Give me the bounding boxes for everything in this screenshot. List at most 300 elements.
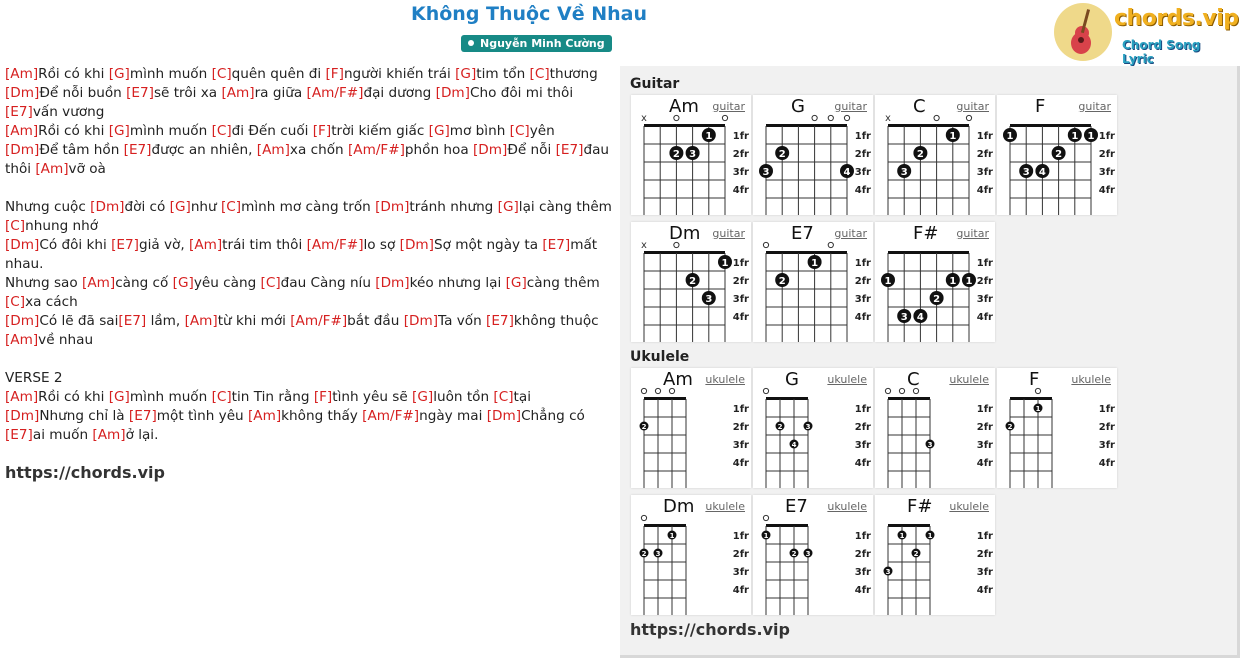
chord-tag-am-fsharp[interactable]: [Am/F#] — [347, 142, 405, 158]
lyric-line — [5, 84, 615, 122]
fret-label: 2fr — [732, 549, 749, 560]
lyric-line — [5, 274, 615, 312]
svg-text:3: 3 — [762, 167, 770, 178]
chord-tag-g[interactable]: [G] — [412, 389, 434, 405]
chord-tag-g[interactable]: [G] — [172, 275, 194, 291]
chord-tag-g[interactable]: [G] — [108, 389, 130, 405]
lyric-text: Rồi có khi — [38, 389, 109, 405]
ukulele-chord-fsharp[interactable] — [875, 495, 995, 615]
svg-text:x: x — [641, 113, 647, 124]
ukulele-link[interactable]: ukulele — [705, 500, 745, 513]
site-logo[interactable] — [1054, 3, 1239, 66]
chord-tag-c[interactable]: [C] — [5, 294, 26, 310]
lyric-line — [5, 369, 615, 388]
lyric-text: mất nhau. — [5, 237, 598, 272]
chord-tag-dm[interactable]: [Dm] — [473, 142, 508, 158]
fret-label: 1fr — [976, 531, 993, 542]
chord-tag-c[interactable]: [C] — [211, 389, 232, 405]
fret-label: 1fr — [732, 131, 749, 142]
chord-tag-g[interactable]: [G] — [108, 66, 130, 82]
svg-text:2: 2 — [689, 276, 697, 287]
fret-label: 1fr — [732, 404, 749, 415]
lyric-text: về nhau — [38, 332, 94, 348]
chord-tag-dm[interactable]: [Dm] — [403, 313, 439, 329]
chord-tag-am[interactable]: [Am] — [92, 427, 126, 443]
chord-tag-am[interactable]: [Am] — [5, 66, 39, 82]
lyric-text: bắt đầu — [347, 313, 404, 329]
ukulele-chord-f[interactable] — [997, 368, 1117, 488]
fret-label: 3fr — [732, 167, 749, 178]
chord-tag-am[interactable]: [Am] — [184, 313, 218, 329]
panel-site-url[interactable]: https://chords.vip — [630, 620, 790, 639]
lyric-text: Cho đôi mi thôi — [469, 85, 574, 101]
svg-text:1: 1 — [965, 276, 973, 287]
ukulele-chord-dm[interactable] — [631, 495, 751, 615]
fret-label: 3fr — [854, 294, 871, 305]
svg-text:4: 4 — [1038, 167, 1046, 178]
lyric-text: đại dương — [363, 85, 436, 101]
ukulele-chord-am[interactable] — [631, 368, 751, 488]
chord-tag-c[interactable]: [C] — [5, 218, 26, 234]
guitar-link[interactable]: guitar — [956, 227, 989, 240]
lyric-text: giả vờ, — [138, 237, 190, 253]
lyric-line — [5, 141, 615, 179]
lyric-text: luôn tồn — [433, 389, 494, 405]
lyric-text: đau thôi — [5, 142, 610, 177]
user-icon — [468, 40, 474, 46]
fret-label: 1fr — [1098, 404, 1115, 415]
chord-tag-dm[interactable]: [Dm] — [399, 237, 434, 253]
lyric-text: Ta vốn — [438, 313, 487, 329]
chord-name: E7 — [791, 223, 814, 244]
fret-label: 2fr — [732, 276, 749, 287]
svg-text:1: 1 — [1071, 131, 1079, 142]
lyric-text: Để nỗi buồn — [39, 85, 127, 101]
lyric-text: Nhưng sao — [5, 275, 83, 291]
chord-tag-dm[interactable]: [Dm] — [5, 408, 40, 424]
fret-label: 4fr — [732, 585, 749, 596]
ukulele-section-title: Ukulele — [630, 349, 690, 365]
fret-label: 2fr — [976, 549, 993, 560]
svg-text:3: 3 — [885, 568, 891, 576]
fret-label: 2fr — [1098, 422, 1115, 433]
chord-name: F — [1029, 369, 1040, 390]
fret-label: 1fr — [976, 131, 993, 142]
fret-label: 3fr — [976, 440, 993, 451]
svg-text:1: 1 — [705, 131, 713, 142]
chord-tag-e7[interactable]: [E7] — [5, 427, 33, 443]
lyric-text: Rồi có khi — [38, 66, 109, 82]
chord-name: C — [907, 369, 920, 390]
svg-text:x: x — [641, 240, 647, 251]
chord-tag-g[interactable]: [G] — [505, 275, 527, 291]
svg-text:4: 4 — [916, 312, 924, 323]
lyric-text: yên — [529, 123, 555, 139]
svg-text:1: 1 — [669, 532, 675, 540]
guitar-chord-e7[interactable] — [753, 222, 873, 342]
chord-tag-am-fsharp[interactable]: [Am/F#] — [306, 85, 364, 101]
lyric-text: vấn vương — [32, 104, 105, 120]
lyric-text: tránh nhưng — [409, 199, 498, 215]
artist-badge[interactable] — [461, 35, 612, 52]
chord-name: Dm — [663, 496, 695, 517]
svg-text:3: 3 — [805, 423, 811, 431]
lyric-text: tim tổn — [476, 66, 530, 82]
fret-label: 2fr — [732, 149, 749, 160]
svg-text:3: 3 — [900, 167, 908, 178]
fret-label: 1fr — [854, 258, 871, 269]
lyric-text: một tình yêu — [156, 408, 248, 424]
chord-tag-dm[interactable]: [Dm] — [5, 237, 40, 253]
fret-label: 4fr — [732, 458, 749, 469]
svg-text:2: 2 — [641, 550, 647, 558]
svg-text:4: 4 — [791, 441, 797, 449]
lyric-text: Có lẽ đã sai — [39, 313, 119, 329]
chord-name: Am — [669, 96, 699, 117]
fret-label: 3fr — [976, 167, 993, 178]
lyric-text: tình yêu sẽ — [332, 389, 413, 405]
svg-text:1: 1 — [927, 532, 933, 540]
lyric-text: ra giữa — [254, 85, 307, 101]
lyric-text: ngày mai — [419, 408, 487, 424]
fret-label: 2fr — [854, 422, 871, 433]
chord-tag-dm[interactable]: [Dm] — [435, 85, 470, 101]
fret-label: 2fr — [976, 149, 993, 160]
svg-text:1: 1 — [1087, 131, 1095, 142]
svg-text:4: 4 — [843, 167, 851, 178]
chord-tag-e7[interactable]: [E7] — [486, 313, 514, 329]
chord-name: G — [791, 96, 805, 117]
chord-tag-g[interactable]: [G] — [455, 66, 477, 82]
fret-label: 3fr — [1098, 167, 1115, 178]
lyric-text: Để nỗi — [507, 142, 556, 158]
lyric-text: trái tim thôi — [222, 237, 307, 253]
guitar-section-title: Guitar — [630, 76, 680, 92]
chord-tag-dm[interactable]: [Dm] — [5, 142, 40, 158]
lyric-text: không thuộc — [513, 313, 599, 329]
lyric-text: yêu càng — [193, 275, 261, 291]
fret-label: 4fr — [732, 312, 749, 323]
lyric-text: tại — [513, 389, 531, 405]
lyric-text: kéo nhưng lại — [409, 275, 506, 291]
chord-tag-am[interactable]: [Am] — [189, 237, 223, 253]
svg-text:3: 3 — [805, 550, 811, 558]
chord-name: G — [785, 369, 799, 390]
chord-tag-am[interactable]: [Am] — [256, 142, 290, 158]
lyric-text: quên quên đi — [231, 66, 326, 82]
chord-tag-e7[interactable]: [E7] — [5, 104, 33, 120]
fret-label: 3fr — [732, 440, 749, 451]
chord-diagram — [875, 368, 995, 488]
fret-label: 2fr — [732, 422, 749, 433]
lyric-text: đi Đến cuối — [231, 123, 313, 139]
guitar-link[interactable]: guitar — [1078, 100, 1111, 113]
svg-text:1: 1 — [763, 532, 769, 540]
svg-text:3: 3 — [927, 441, 933, 449]
chord-tag-c[interactable]: [C] — [211, 66, 232, 82]
chord-tag-f[interactable]: [F] — [313, 389, 333, 405]
ukulele-link[interactable]: ukulele — [827, 373, 867, 386]
svg-text:3: 3 — [655, 550, 661, 558]
lyric-text: Chẳng có — [521, 408, 585, 424]
chord-tag-am[interactable]: [Am] — [35, 161, 69, 177]
svg-text:2: 2 — [641, 423, 647, 431]
lyrics-body — [5, 65, 615, 445]
chord-name: Dm — [669, 223, 701, 244]
blank-line — [5, 350, 615, 369]
lyric-text: ai muốn — [32, 427, 93, 443]
lyric-line — [5, 388, 615, 407]
svg-text:2: 2 — [778, 149, 786, 160]
lyric-text: xa chốn — [289, 142, 348, 158]
logo-subtitle: Chord Song Lyric — [1122, 38, 1201, 66]
chord-tag-f[interactable]: [F] — [312, 123, 332, 139]
lyric-text: được an nhiên, — [151, 142, 257, 158]
chord-diagram — [997, 368, 1117, 488]
lyric-text: trời kiếm giấc — [331, 123, 429, 139]
lyric-text: Có đôi khi — [39, 237, 112, 253]
svg-text:2: 2 — [913, 550, 919, 558]
guitar-link[interactable]: guitar — [712, 100, 745, 113]
chord-tag-g[interactable]: [G] — [497, 199, 519, 215]
guitar-chord-am[interactable] — [631, 95, 751, 215]
fret-label: 1fr — [732, 258, 749, 269]
ukulele-chord-g[interactable] — [753, 368, 873, 488]
fret-label: 4fr — [976, 585, 993, 596]
guitar-link[interactable]: guitar — [834, 227, 867, 240]
lyric-text: vỡ oà — [68, 161, 106, 177]
chord-tag-am[interactable]: [Am] — [5, 389, 39, 405]
guitar-chord-f[interactable] — [997, 95, 1117, 215]
chord-tag-e7[interactable]: [E7] — [555, 142, 584, 158]
lyric-text: Rồi có khi — [38, 123, 109, 139]
lyric-text: không thấy — [281, 408, 363, 424]
lyric-text: lại càng thêm — [518, 199, 612, 215]
chord-tag-e7[interactable]: [E7] — [118, 313, 147, 329]
fret-label: 1fr — [732, 531, 749, 542]
song-title: Không Thuộc Về Nhau — [411, 3, 647, 25]
lyric-text: mơ bình — [449, 123, 510, 139]
guitar-chord-fsharp[interactable] — [875, 222, 995, 342]
fret-label: 4fr — [976, 185, 993, 196]
lyric-text: đời có — [124, 199, 170, 215]
lyric-text: Sợ một ngày ta — [433, 237, 543, 253]
chord-tag-c[interactable]: [C] — [220, 199, 242, 215]
chord-name: F — [1035, 96, 1046, 117]
fret-label: 1fr — [854, 131, 871, 142]
chord-tag-c[interactable]: [C] — [211, 123, 232, 139]
svg-text:3: 3 — [705, 294, 713, 305]
fret-label: 4fr — [976, 458, 993, 469]
guitar-link[interactable]: guitar — [956, 100, 989, 113]
lyric-line — [5, 198, 615, 236]
chord-diagram — [997, 95, 1117, 215]
fret-label: 1fr — [1098, 131, 1115, 142]
fret-label: 3fr — [854, 567, 871, 578]
lyric-text: mình muốn — [129, 123, 212, 139]
lyric-text: Nhưng chỉ là — [39, 408, 129, 424]
lyric-text: càng cố — [115, 275, 173, 291]
fret-label: 4fr — [854, 458, 871, 469]
chord-tag-am-fsharp[interactable]: [Am/F#] — [362, 408, 420, 424]
guitar-icon — [1054, 3, 1112, 61]
lyric-text: sẽ trôi xa — [153, 85, 222, 101]
ukulele-chord-c[interactable] — [875, 368, 995, 488]
svg-text:3: 3 — [900, 312, 908, 323]
fret-label: 1fr — [976, 258, 993, 269]
chord-tag-g[interactable]: [G] — [169, 199, 191, 215]
fret-label: 2fr — [1098, 149, 1115, 160]
chord-tag-dm[interactable]: [Dm] — [375, 275, 410, 291]
fret-label: 3fr — [854, 167, 871, 178]
lyric-text: đau Càng níu — [280, 275, 376, 291]
chord-tag-e7[interactable]: [E7] — [128, 408, 157, 424]
chord-tag-dm[interactable]: [Dm] — [375, 199, 410, 215]
lyric-text: như — [190, 199, 221, 215]
fret-label: 4fr — [854, 585, 871, 596]
svg-text:1: 1 — [949, 276, 957, 287]
lyric-text: lo sợ — [363, 237, 400, 253]
ukulele-link[interactable]: ukulele — [827, 500, 867, 513]
chord-name: F# — [913, 223, 939, 244]
lyric-text: mình mơ càng trốn — [241, 199, 376, 215]
svg-text:1: 1 — [949, 131, 957, 142]
fret-label: 4fr — [854, 185, 871, 196]
chord-tag-dm[interactable]: [Dm] — [5, 85, 40, 101]
chord-tag-g[interactable]: [G] — [428, 123, 450, 139]
chord-tag-dm[interactable]: [Dm] — [5, 313, 40, 329]
svg-text:1: 1 — [1006, 131, 1014, 142]
lyric-text: mình muốn — [129, 66, 212, 82]
fret-label: 4fr — [732, 185, 749, 196]
svg-text:2: 2 — [672, 149, 680, 160]
fret-label: 3fr — [976, 567, 993, 578]
chord-tag-c[interactable]: [C] — [529, 66, 550, 82]
guitar-chord-dm[interactable] — [631, 222, 751, 342]
chord-tag-e7[interactable]: [E7] — [126, 85, 154, 101]
chord-tag-f[interactable]: [F] — [325, 66, 344, 82]
lyric-text: xa cách — [25, 294, 78, 310]
lyric-text: VERSE 2 — [5, 370, 63, 386]
chord-diagram — [875, 95, 995, 215]
svg-text:2: 2 — [791, 550, 797, 558]
fret-label: 3fr — [1098, 440, 1115, 451]
chord-tag-am[interactable]: [Am] — [248, 408, 282, 424]
chord-tag-dm[interactable]: [Dm] — [90, 199, 125, 215]
guitar-chord-c[interactable] — [875, 95, 995, 215]
lyric-text: Để tâm hồn — [39, 142, 124, 158]
lyric-text: phồn hoa — [404, 142, 473, 158]
lyric-text: càng thêm — [526, 275, 600, 291]
guitar-link[interactable]: guitar — [834, 100, 867, 113]
lyric-text: nhung nhớ — [25, 218, 99, 234]
chord-tag-am[interactable]: [Am] — [221, 85, 255, 101]
ukulele-link[interactable]: ukulele — [1071, 373, 1111, 386]
chord-tag-e7[interactable]: [E7] — [123, 142, 152, 158]
ukulele-link[interactable]: ukulele — [949, 500, 989, 513]
svg-text:1: 1 — [899, 532, 905, 540]
fret-label: 3fr — [854, 440, 871, 451]
svg-text:2: 2 — [777, 423, 783, 431]
fret-label: 2fr — [854, 549, 871, 560]
ukulele-link[interactable]: ukulele — [705, 373, 745, 386]
fret-label: 2fr — [854, 276, 871, 287]
svg-text:2: 2 — [1055, 149, 1063, 160]
chord-name: F# — [907, 496, 933, 517]
chord-tag-e7[interactable]: [E7] — [542, 237, 571, 253]
chord-diagram — [875, 495, 995, 615]
chord-tag-dm[interactable]: [Dm] — [486, 408, 522, 424]
chord-diagram — [753, 95, 873, 215]
chord-tag-c[interactable]: [C] — [260, 275, 281, 291]
lyric-text: tin Tin rằng — [231, 389, 314, 405]
fret-label: 4fr — [1098, 458, 1115, 469]
lyric-text: Nhưng cuộc — [5, 199, 91, 215]
chord-tag-am[interactable]: [Am] — [5, 332, 39, 348]
fret-label: 2fr — [976, 422, 993, 433]
fret-label: 4fr — [1098, 185, 1115, 196]
ukulele-link[interactable]: ukulele — [949, 373, 989, 386]
svg-text:x: x — [885, 113, 891, 124]
chord-diagram — [753, 368, 873, 488]
chord-tag-g[interactable]: [G] — [108, 123, 130, 139]
chord-diagram — [753, 495, 873, 615]
svg-text:2: 2 — [933, 294, 941, 305]
lyric-text: ở lại. — [125, 427, 159, 443]
ukulele-chord-e7[interactable] — [753, 495, 873, 615]
site-url[interactable]: https://chords.vip — [5, 463, 165, 482]
fret-label: 4fr — [854, 312, 871, 323]
chord-tag-c[interactable]: [C] — [493, 389, 514, 405]
svg-text:2: 2 — [778, 276, 786, 287]
logo-text: chords.vip — [1114, 6, 1239, 31]
svg-text:3: 3 — [1022, 167, 1030, 178]
fret-label: 2fr — [854, 149, 871, 160]
chord-tag-am-fsharp[interactable]: [Am/F#] — [290, 313, 348, 329]
chord-name: E7 — [785, 496, 808, 517]
chord-tag-am-fsharp[interactable]: [Am/F#] — [306, 237, 364, 253]
fret-label: 2fr — [976, 276, 993, 287]
guitar-chord-g[interactable] — [753, 95, 873, 215]
fret-label: 3fr — [732, 294, 749, 305]
lyric-line — [5, 407, 615, 445]
svg-text:2: 2 — [1007, 423, 1013, 431]
svg-text:2: 2 — [916, 149, 924, 160]
artist-name: Nguyễn Minh Cường — [480, 37, 605, 50]
guitar-link[interactable]: guitar — [712, 227, 745, 240]
chord-tag-c[interactable]: [C] — [509, 123, 530, 139]
fret-label: 4fr — [976, 312, 993, 323]
chord-tag-am[interactable]: [Am] — [5, 123, 39, 139]
svg-text:3: 3 — [689, 149, 697, 160]
chord-panel — [620, 66, 1240, 658]
svg-text:1: 1 — [884, 276, 892, 287]
lyric-line — [5, 236, 615, 274]
fret-label: 3fr — [732, 567, 749, 578]
lyric-line — [5, 312, 615, 350]
fret-label: 3fr — [976, 294, 993, 305]
svg-text:1: 1 — [721, 258, 729, 269]
svg-text:1: 1 — [811, 258, 819, 269]
lyric-line — [5, 65, 615, 84]
fret-label: 1fr — [854, 531, 871, 542]
chord-tag-e7[interactable]: [E7] — [111, 237, 139, 253]
lyric-text: thương — [549, 66, 598, 82]
chord-tag-am[interactable]: [Am] — [82, 275, 116, 291]
lyric-line — [5, 122, 615, 141]
lyric-text: người khiến trái — [343, 66, 456, 82]
chord-name: Am — [663, 369, 693, 390]
